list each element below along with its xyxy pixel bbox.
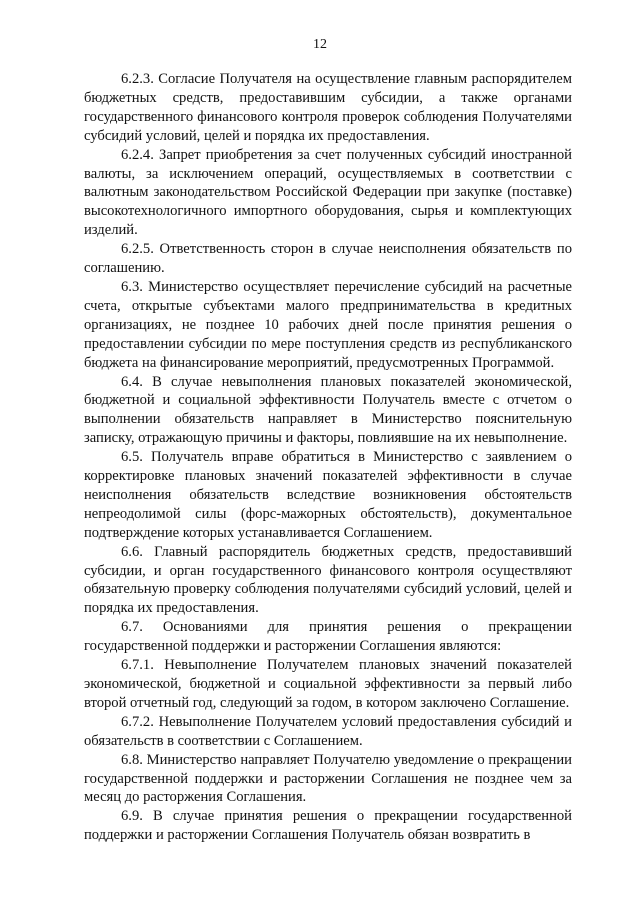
- paragraph-6-9: 6.9. В случае принятия решения о прекращении государственной поддержки и расторжении Соглашения Получатель обязан возвратить в: [84, 808, 572, 844]
- paragraph-6-2-3: 6.2.3. Согласие Получателя на осуществление главным распорядителем бюджетных средств, предоставившим субсидии, а также органами государственного финансового контроля проверок соблюдения Получателями субсидий условий, целей и порядка их предоставления.: [84, 71, 572, 144]
- paragraph-6-7-2: 6.7.2. Невыполнение Получателем условий предоставления субсидий и обязательств в соответствии с Соглашением.: [84, 713, 572, 749]
- paragraph-6-5: 6.5. Получатель вправе обратиться в Министерство с заявлением о корректировке плановых значений показателей эффективности в случае неисполнения обязательств вследствие возникновения обстоятельств непреодолимой силы (форс-мажорных обстоятельств), документальное подтверждение которых устанавливается Соглашением.: [84, 449, 572, 541]
- paragraph-6-6: 6.6. Главный распорядитель бюджетных средств, предоставивший субсидии, и орган государственного финансового контроля осуществляют обязательную проверку соблюдения получателями субсидий условий, целей и порядка их предоставления.: [84, 543, 572, 617]
- document-body: [84, 70, 572, 845]
- paragraph-6-7-1: 6.7.1. Невыполнение Получателем плановых значений показателей экономической, бюджетной и социальной эффективности за первый либо второй отчетный год, следующий за годом, в котором заключено Соглашение.: [84, 657, 572, 711]
- page-number: 12: [313, 37, 327, 52]
- paragraph-6-8: 6.8. Министерство направляет Получателю уведомление о прекращении государственной поддержки и расторжении Соглашения не позднее чем за месяц до расторжения Соглашения.: [84, 751, 572, 806]
- paragraph-6-3: 6.3. Министерство осуществляет перечисление субсидий на расчетные счета, открытые субъектами малого предпринимательства в кредитных организациях, не позднее 10 рабочих дней после принятия решения о предоставлении субсидии по мере поступления средств из республиканского бюджета на финансирование мероприятий, предусмотренных Программой.: [84, 278, 572, 371]
- paragraph-6-2-4: 6.2.4. Запрет приобретения за счет полученных субсидий иностранной валюты, за исключением операций, осуществляемых в соответствии с валютным законодательством Российской Федерации при закупке (поставке) высокотехнологичного импортного оборудования, сырья и комплектующих изделий.: [84, 146, 572, 239]
- paragraph-6-4: 6.4. В случае невыполнения плановых показателей экономической, бюджетной и социальной эффективности Получатель вместе с отчетом о выполнении обязательств направляет в Министерство пояснительную записку, отражающую причины и факторы, повлиявшие на их невыполнение.: [84, 373, 572, 447]
- paragraph-6-7: 6.7. Основаниями для принятия решения о прекращении государственной поддержки и расторжении Соглашения являются:: [84, 619, 572, 655]
- paragraph-6-2-5: 6.2.5. Ответственность сторон в случае неисполнения обязательств по соглашению.: [84, 241, 572, 277]
